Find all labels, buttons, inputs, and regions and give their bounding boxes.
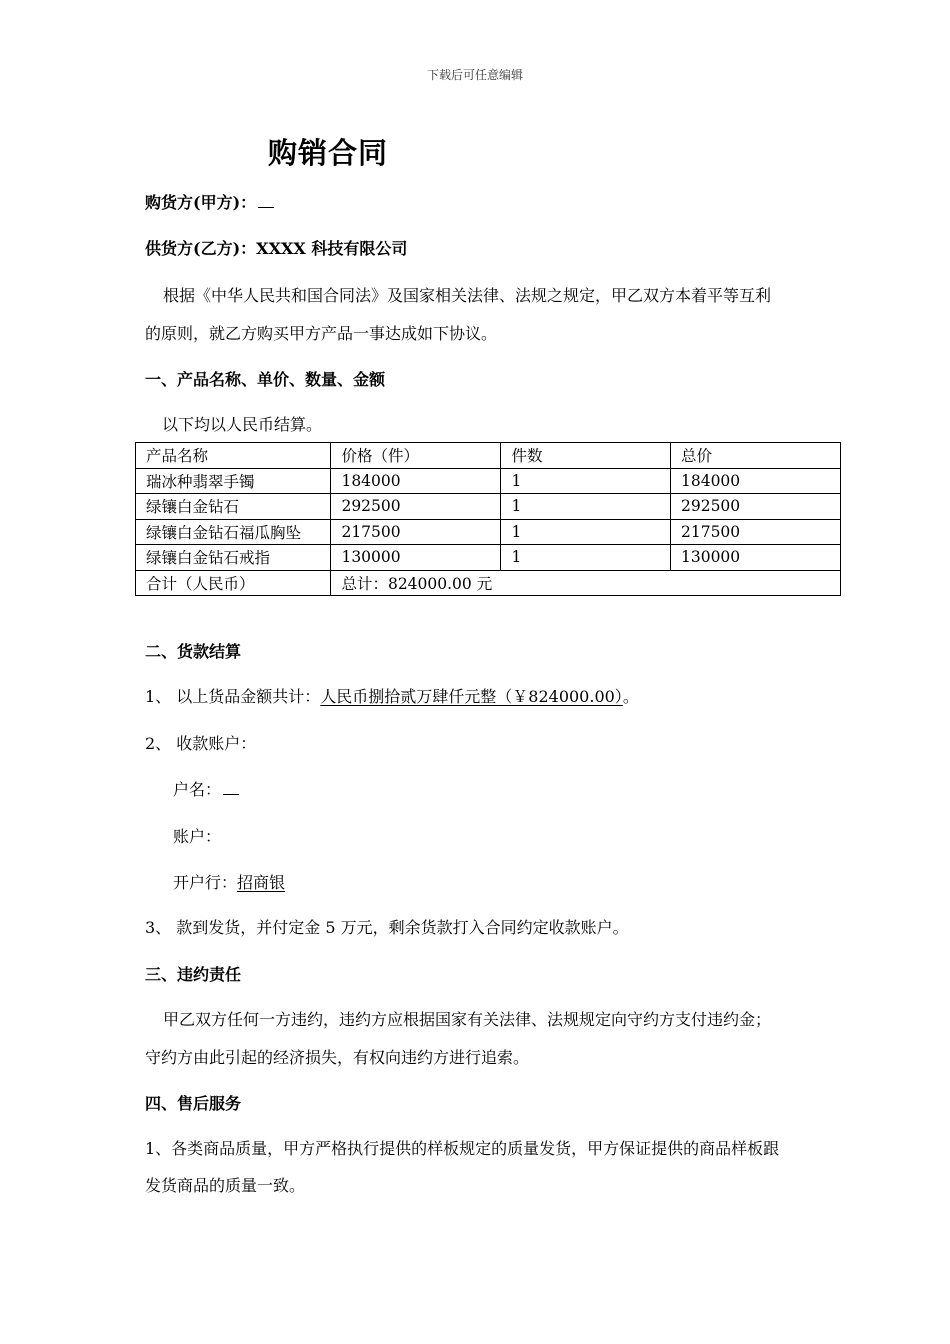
account-name-label: 户名： xyxy=(173,780,222,799)
account-number-label: 账户： xyxy=(173,827,222,846)
column-header: 总价 xyxy=(670,443,840,469)
payment-item-1-prefix: 1、 以上货品金额共计： xyxy=(145,687,321,706)
table-row xyxy=(136,519,841,545)
account-name-line xyxy=(173,777,239,800)
buyer-line xyxy=(145,190,274,213)
total-price-cell: 292500 xyxy=(670,494,840,520)
quantity-cell: 1 xyxy=(501,468,671,494)
section3-heading: 三、违约责任 xyxy=(145,965,242,984)
buyer-name-blank xyxy=(258,193,274,208)
payment-item-2: 2、 收款账户： xyxy=(145,734,257,753)
unit-price-cell: 292500 xyxy=(331,494,501,520)
table-row xyxy=(136,468,841,494)
product-name-cell: 绿镶白金钻石福瓜胸坠 xyxy=(136,519,331,545)
table-row xyxy=(136,494,841,520)
breach-line-1: 甲乙双方任何一方违约，违约方应根据国家有关法律、法规规定向守约方支付违约金； xyxy=(163,1010,772,1029)
total-label-cell: 合计（人民币） xyxy=(136,570,331,596)
bank-label: 开户行： xyxy=(173,873,238,892)
seller-name: XXXX 科技有限公司 xyxy=(256,239,408,258)
seller-line xyxy=(145,236,407,259)
product-name-cell: 绿镶白金钻石 xyxy=(136,494,331,520)
section1-heading: 一、产品名称、单价、数量、金额 xyxy=(145,370,386,389)
header-note: 下载后可任意编辑 xyxy=(426,68,523,82)
currency-note: 以下均以人民币结算。 xyxy=(162,415,323,434)
quantity-cell: 1 xyxy=(501,494,671,520)
unit-price-cell: 217500 xyxy=(331,519,501,545)
bank-line xyxy=(173,870,285,893)
table-row xyxy=(136,545,841,571)
buyer-label: 购货方(甲方)： xyxy=(145,193,257,212)
product-name-cell: 绿镶白金钻石戒指 xyxy=(136,545,331,571)
service-line-1: 1、各类商品质量，甲方严格执行提供的样板规定的质量发货，甲方保证提供的商品样板跟 xyxy=(145,1139,780,1158)
payment-item-1 xyxy=(145,684,639,707)
payment-amount: 人民币捌拾贰万肆仟元整（￥824000.00） xyxy=(320,687,623,706)
document-title: 购销合同 xyxy=(268,136,389,170)
table-header-row xyxy=(136,443,841,469)
bank-name: 招商银 xyxy=(237,873,286,892)
payment-item-3: 3、 款到发货，并付定金 5 万元，剩余货款打入合同约定收款账户。 xyxy=(145,918,629,937)
total-price-cell: 184000 xyxy=(670,468,840,494)
breach-line-2: 守约方由此引起的经济损失，有权向违约方进行追索。 xyxy=(145,1048,530,1067)
total-value-cell: 总计：824000.00 元 xyxy=(331,570,841,596)
service-line-2: 发货商品的质量一致。 xyxy=(145,1176,306,1195)
product-table xyxy=(135,442,841,596)
seller-label: 供货方(乙方)： xyxy=(145,239,257,258)
product-name-cell: 瑞冰种翡翠手镯 xyxy=(136,468,331,494)
column-header: 产品名称 xyxy=(136,443,331,469)
unit-price-cell: 130000 xyxy=(331,545,501,571)
column-header: 价格（件） xyxy=(331,443,501,469)
intro-line-1: 根据《中华人民共和国合同法》及国家相关法律、法规之规定，甲乙双方本着平等互利 xyxy=(163,286,772,305)
account-name-blank xyxy=(223,780,239,795)
payment-item-1-suffix: 。 xyxy=(622,687,639,706)
intro-line-2: 的原则，就乙方购买甲方产品一事达成如下协议。 xyxy=(145,324,498,343)
section2-heading: 二、货款结算 xyxy=(145,642,242,661)
section4-heading: 四、售后服务 xyxy=(145,1094,242,1113)
table-total-row xyxy=(136,570,841,596)
unit-price-cell: 184000 xyxy=(331,468,501,494)
column-header: 件数 xyxy=(501,443,671,469)
quantity-cell: 1 xyxy=(501,545,671,571)
quantity-cell: 1 xyxy=(501,519,671,545)
total-price-cell: 130000 xyxy=(670,545,840,571)
total-price-cell: 217500 xyxy=(670,519,840,545)
